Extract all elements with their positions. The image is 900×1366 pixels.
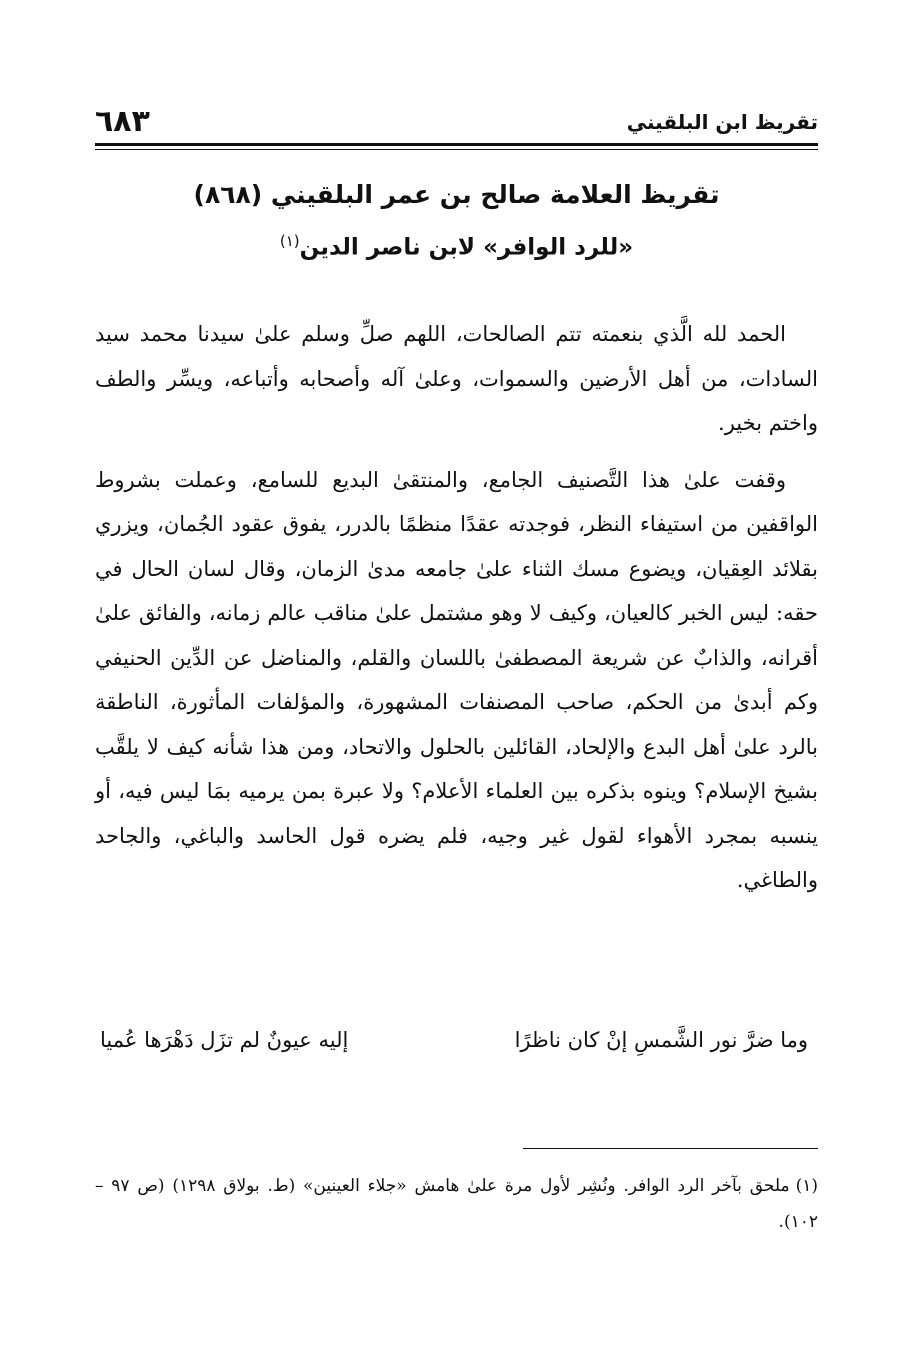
footnote-reference: (١)	[279, 232, 300, 250]
running-header	[95, 104, 818, 144]
footnote-text: ملحق بآخر الرد الوافر. ونُشِر لأول مرة علىٰ هامش «جلاء العينين» (ط. بولاق ١٢٩٨) (ص ٩٧ – ١٠٢).	[95, 1176, 818, 1232]
paragraph-main: وقفت علىٰ هذا التَّصنيف الجامع، والمنتقىٰ البديع للسامع، وعملت بشروط الواقفين من استيفاء النظر، فوجدته عقدًا منظمًا بالدرر، يفوق عقود الجُمان، ويزري بقلائد العِقيان، ويضوع مسك الثناء علىٰ جامعه مدىٰ الزمان، وقال لسان الحال في حقه: ليس الخبر كالعيان، وكيف لا وهو مشتمل علىٰ مناقب عالم زمانه، والفائق علىٰ أقرانه، والذابٌ عن شريعة المصطفىٰ باللسان والقلم، والمناضل عن الدِّين الحنيفي وكم أبدىٰ من الحكم، صاحب المصنفات المشهورة، والمؤلفات المأثورة، الناطقة بالرد علىٰ أهل البدع والإلحاد، القائلين بالحلول والاتحاد، ومن هذا شأنه كيف لا يلقَّب بشيخ الإسلام؟ وينوه بذكره بين العلماء الأعلام؟ ولا عبرة بمن يرميه بمَا ليس فيه، أو ينسبه بمجرد الأهواء لقول غير وجيه، فلم يضره قول الحاسد والباغي، والجاحد والطاغي.	[95, 467, 818, 892]
footnote-marker: (١)	[795, 1176, 819, 1196]
paragraph-opening: الحمد لله الَّذي بنعمته تتم الصالحات، اللهم صلِّ وسلم علىٰ سيدنا محمد سيد السادات، من أهل الأرضين والسموات، وعلىٰ آله وأصحابه وأتباعه، ويسِّر والطف واختم بخير.	[95, 322, 818, 435]
section-title: تقريظ العلامة صالح بن عمر البلقيني (٨٦٨)	[193, 180, 720, 209]
footnote	[95, 1168, 818, 1240]
page-number: ٦٨٣	[95, 104, 150, 139]
section-subtitle	[95, 232, 818, 261]
header-rule-thick	[95, 143, 818, 146]
verse-first-hemistich: وما ضرَّ نور الشَّمسِ إنْ كان ناظرًا	[514, 1028, 808, 1052]
running-header-title: تقريظ ابن البلقيني	[626, 110, 818, 134]
section-subtitle-text: «للرد الوافر» لابن ناصر الدين	[299, 234, 634, 261]
footnote-separator	[523, 1148, 818, 1149]
header-rule-thin	[95, 149, 818, 150]
body-text	[95, 312, 818, 915]
poetry-verse	[100, 1028, 808, 1072]
verse-second-hemistich: إليه عيونٌ لم تزَل دَهْرَها عُميا	[100, 1028, 349, 1052]
